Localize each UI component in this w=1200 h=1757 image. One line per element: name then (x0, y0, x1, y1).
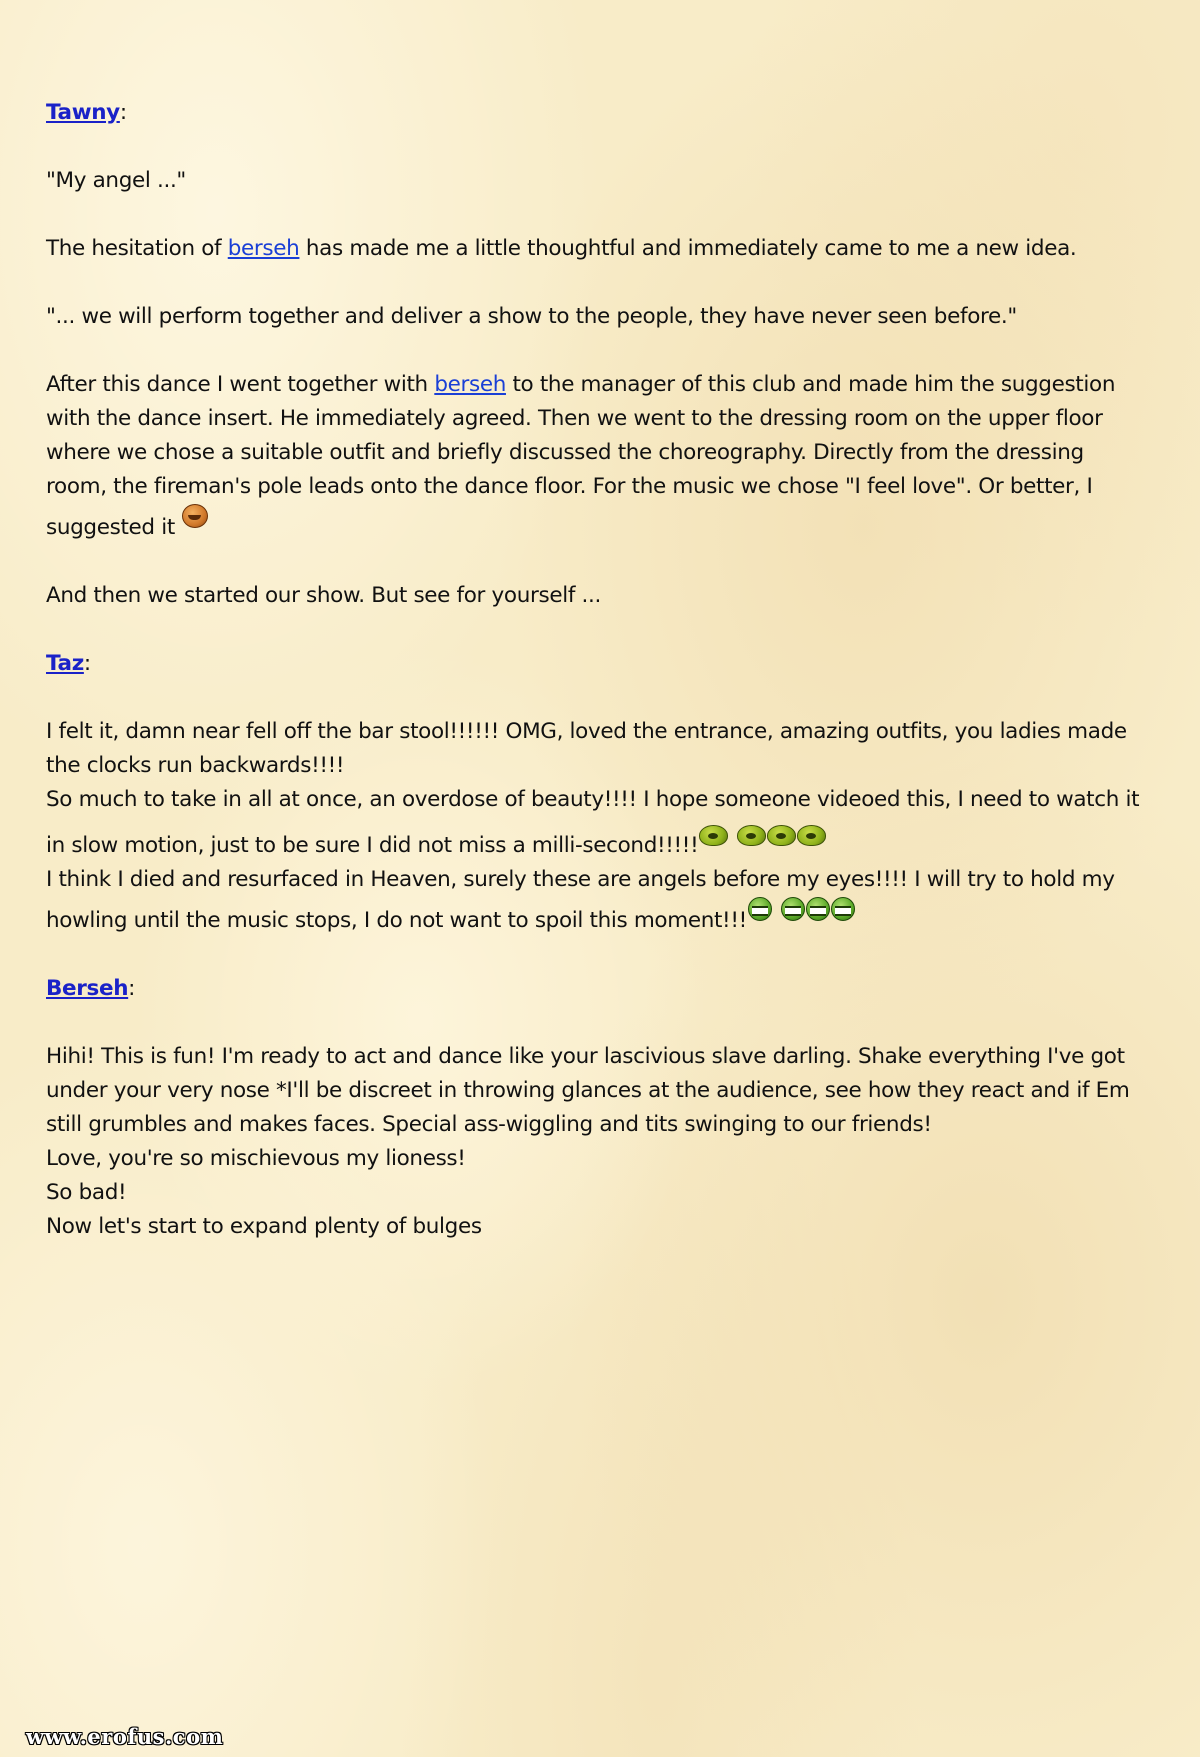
tawny-paragraph-hesitation (46, 232, 1166, 266)
tawny-paragraph-dance (46, 368, 1166, 545)
laughing-emoji-icon (182, 504, 208, 528)
howling-emoji-icon (699, 825, 728, 846)
inline-link-berseh[interactable]: berseh (227, 236, 300, 261)
text-line (46, 368, 1166, 402)
text-line: Love, you're so mischievous my lioness! (46, 1146, 466, 1171)
taz-paragraph (46, 715, 1166, 938)
text-line: So bad! (46, 1180, 127, 1205)
spacer (46, 1006, 1166, 1040)
text-line: under your very nose *I'll be discreet in throwing glances at the audience, see how they react and if Em (46, 1078, 1130, 1103)
spacer (46, 681, 1166, 715)
spacer (46, 130, 1166, 164)
text-line: Now let's start to expand plenty of bulges (46, 1214, 482, 1239)
text-line: I felt it, damn near fell off the bar stool!!!!!! OMG, loved the entrance, amazing outfits, you ladies made (46, 719, 1127, 744)
spacer (46, 266, 1166, 300)
speaker-heading-berseh (46, 972, 1166, 1006)
spacer (46, 334, 1166, 368)
text-line (46, 897, 1166, 938)
tawny-quote-2: "... we will perform together and deliver a show to the people, they have never seen before." (46, 304, 1017, 329)
text-line (46, 825, 1166, 863)
text-span: in slow motion, just to be sure I did not miss a milli-second!!!!! (46, 833, 699, 858)
speaker-colon: : (128, 976, 136, 1001)
text-line: where we chose a suitable outfit and briefly discussed the choreography. Directly from the dressing (46, 440, 1084, 465)
speaker-colon: : (83, 651, 91, 676)
grinning-emoji-icon (748, 897, 772, 921)
berseh-paragraph (46, 1040, 1166, 1244)
speaker-link-taz[interactable]: Taz (46, 651, 84, 676)
text-span: suggested it (46, 515, 182, 540)
spacer (46, 613, 1166, 647)
tawny-paragraph-show: And then we started our show. But see for yourself ... (46, 583, 601, 608)
text-span: has made me a little thoughtful and immediately came to me a new idea. (299, 236, 1077, 261)
text-span: After this dance I went together with (46, 372, 435, 397)
text-line: I think I died and resurfaced in Heaven, surely these are angels before my eyes!!!! I will try to hold my (46, 867, 1115, 892)
speaker-colon: : (119, 100, 127, 125)
howling-emoji-icon (737, 825, 766, 846)
speaker-heading-tawny (46, 96, 1166, 130)
text-line: room, the fireman's pole leads onto the dance floor. For the music we chose "I feel love". Or better, I (46, 474, 1093, 499)
text-line: So much to take in all at once, an overdose of beauty!!!! I hope someone videoed this, I need to watch it (46, 787, 1140, 812)
forum-post-page (46, 96, 1166, 1244)
howling-emoji-icon (767, 825, 796, 846)
speaker-link-tawny[interactable]: Tawny (46, 100, 120, 125)
spacer (46, 545, 1166, 579)
text-span: to the manager of this club and made him the suggestion (505, 372, 1116, 397)
spacer (46, 198, 1166, 232)
text-line: Hihi! This is fun! I'm ready to act and dance like your lascivious slave darling. Shake everything I've got (46, 1044, 1125, 1069)
watermark: www.erofus.com (26, 1724, 224, 1749)
text-span: The hesitation of (46, 236, 228, 261)
text-line: the clocks run backwards!!!! (46, 753, 345, 778)
grinning-emoji-icon (806, 897, 830, 921)
tawny-quote-1: "My angel ..." (46, 168, 186, 193)
speaker-heading-taz (46, 647, 1166, 681)
text-line: with the dance insert. He immediately agreed. Then we went to the dressing room on the upper floor (46, 406, 1103, 431)
speaker-link-berseh[interactable]: Berseh (46, 976, 129, 1001)
text-span: howling until the music stops, I do not want to spoil this moment!!! (46, 908, 747, 933)
grinning-emoji-icon (781, 897, 805, 921)
spacer (46, 938, 1166, 972)
text-line (46, 504, 1166, 545)
howling-emoji-icon (797, 825, 826, 846)
inline-link-berseh[interactable]: berseh (434, 372, 506, 397)
text-line: still grumbles and makes faces. Special ass-wiggling and tits swinging to our friends! (46, 1112, 932, 1137)
grinning-emoji-icon (831, 897, 855, 921)
